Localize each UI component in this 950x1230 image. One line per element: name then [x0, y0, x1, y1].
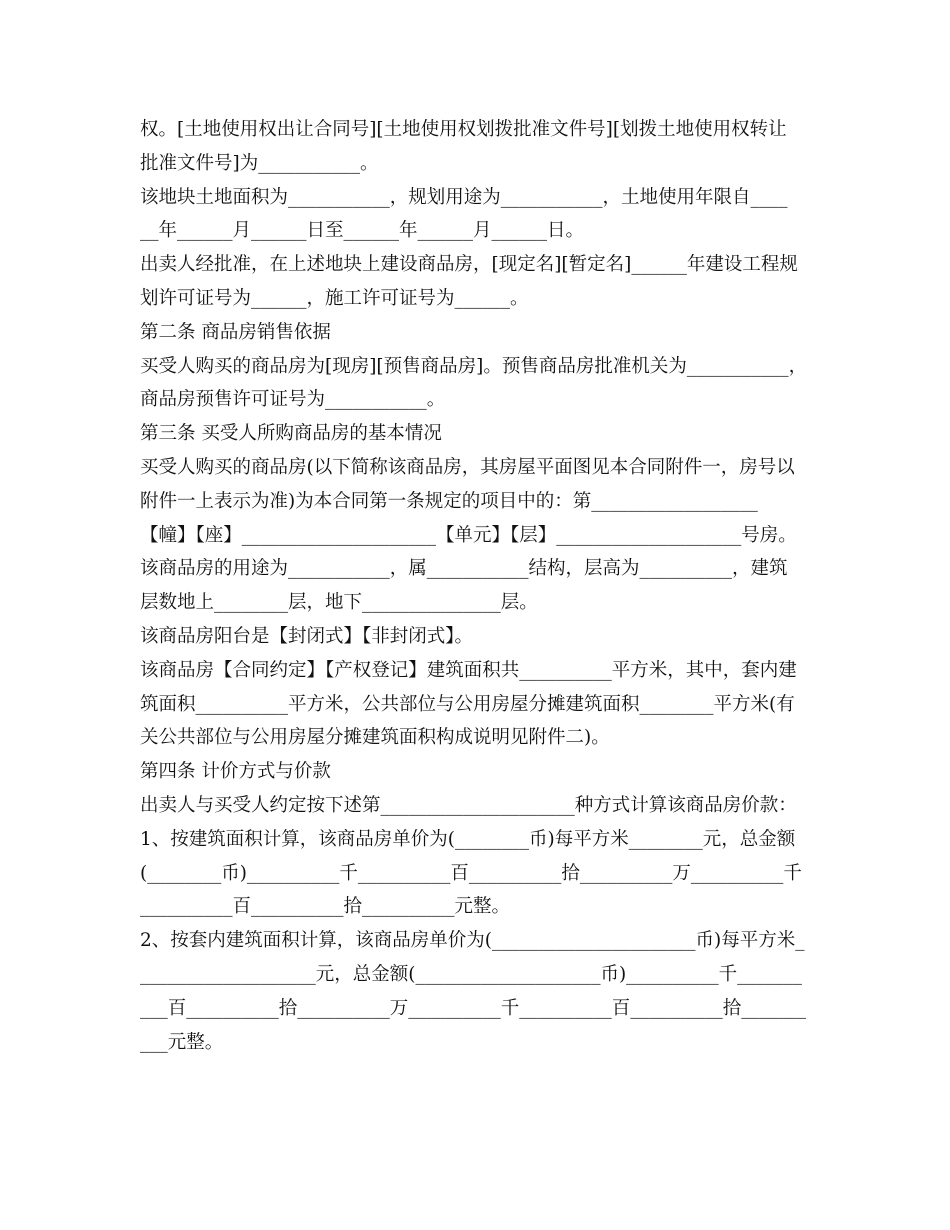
- text-line: 2、按套内建筑面积计算，该商品房单价为(______________________币)每平方米_: [140, 930, 805, 952]
- text-line: 该商品房的用途为___________，属___________结构，层高为__________，建筑: [140, 558, 788, 580]
- text-line: 商品房预售许可证号为___________。: [140, 389, 446, 411]
- text-line: ___________________元，总金额(____________________币)__________千_______: [140, 963, 802, 985]
- text-line: 层数地上________层，地下_______________层。: [140, 592, 538, 614]
- text-line: ___百__________拾__________万__________千__________百__________拾_______: [140, 997, 807, 1019]
- section-heading-2: 第二条 商品房销售依据: [140, 321, 331, 343]
- text-line: 关公共部位与公用房屋分摊建筑面积构成说明见附件二)。: [140, 727, 610, 749]
- text-line: ___元整。: [140, 1031, 224, 1053]
- text-line: 划许可证号为______，施工许可证号为______。: [140, 287, 529, 309]
- text-line: __年______月______日至______年______月______日。: [140, 220, 585, 242]
- section-heading-4: 第四条 计价方式与价款: [140, 761, 331, 783]
- text-line: 1、按建筑面积计算，该商品房单价为(________币)每平方米________元，总金额: [140, 828, 796, 850]
- text-line: 买受人购买的商品房为[现房][预售商品房]。预售商品房批准机关为___________，: [140, 355, 808, 377]
- text-line: (________币)__________千__________百__________拾__________万__________千: [140, 862, 802, 884]
- text-line: __________百__________拾__________元整。: [140, 896, 511, 918]
- text-line: 出卖人经批准，在上述地块上建设商品房，[现定名][暂定名]______年建设工程规: [140, 254, 798, 276]
- contract-body: [140, 113, 820, 1059]
- text-line: 出卖人与买受人约定按下述第_____________________种方式计算该商品房价款：: [140, 794, 797, 816]
- text-line: 筑面积__________平方米，公共部位与公用房屋分摊建筑面积________平方米(有: [140, 693, 795, 715]
- text-line: 【幢】【座】_____________________【单元】【层】____________________号房。: [140, 524, 797, 546]
- text-line: 批准文件号]为___________。: [140, 152, 379, 174]
- text-line: 该地块土地面积为___________，规划用途为___________，土地使用年限自____: [140, 186, 788, 208]
- text-line: 该商品房【合同约定】【产权登记】建筑面积共__________平方米，其中，套内建: [140, 659, 797, 681]
- text-line: 附件一上表示为准)为本合同第一条规定的项目中的：第__________________: [140, 490, 758, 512]
- section-heading-3: 第三条 买受人所购商品房的基本情况: [140, 423, 442, 445]
- text-line: 买受人购买的商品房(以下简称该商品房，其房屋平面图见本合同附件一，房号以: [140, 456, 795, 478]
- text-line: 权。[土地使用权出让合同号][土地使用权划拨批准文件号][划拨土地使用权转让: [140, 119, 787, 140]
- text-line: 该商品房阳台是【封闭式】【非封闭式】。: [140, 625, 474, 647]
